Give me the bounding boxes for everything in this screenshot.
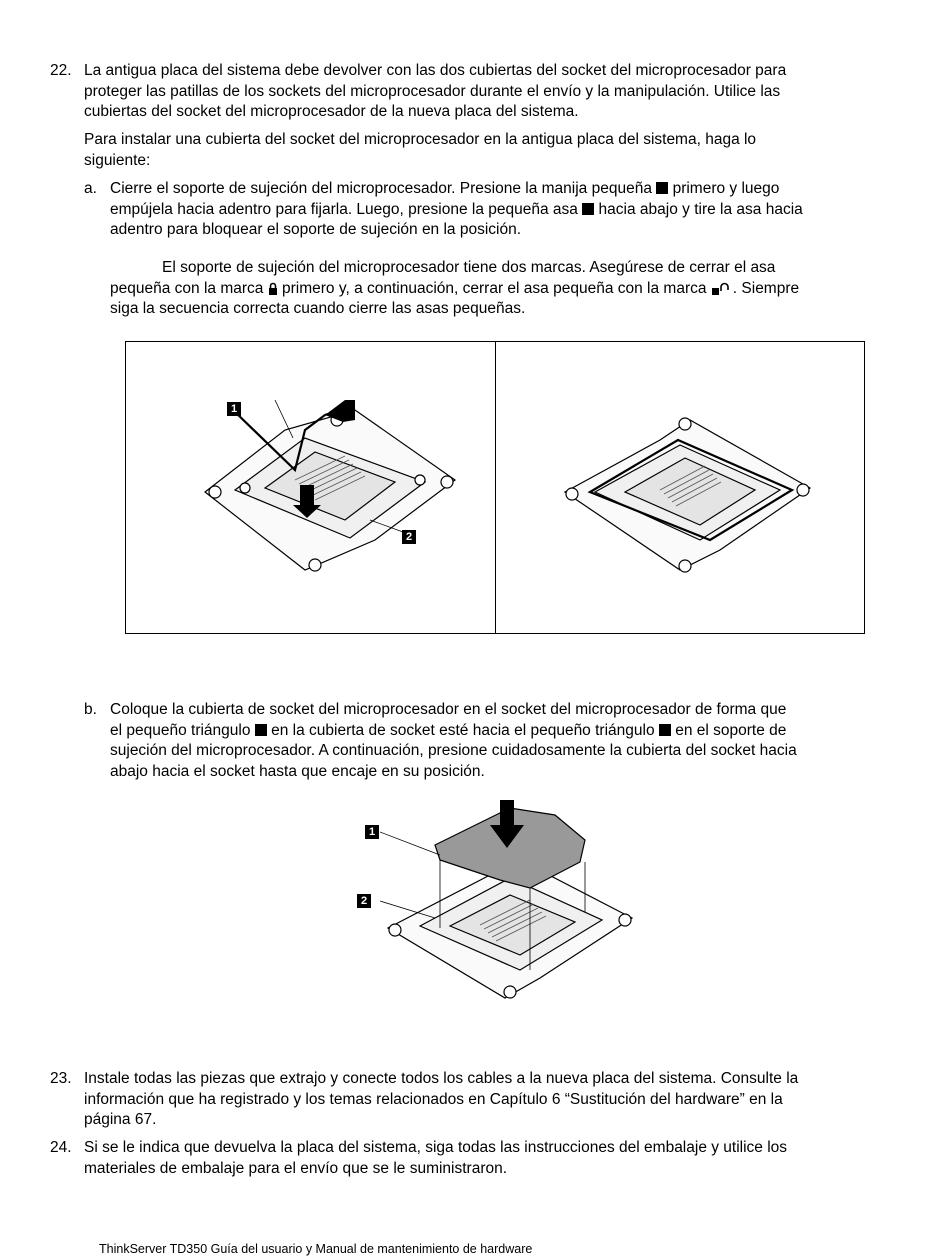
substep-a-label: a. [84, 180, 97, 197]
socket-cover-illustration [380, 800, 640, 1005]
lock-open-icon [711, 282, 733, 295]
text-line: Coloque la cubierta de socket del microprocesador en el socket del microprocesador de forma que [110, 701, 787, 718]
text-line: el pequeño triángulo en la cubierta de socket esté hacia el pequeño triángulo en el soporte de [110, 721, 787, 739]
step-23-text [84, 1069, 924, 1131]
text-line: adentro para bloquear el soporte de sujeción en la posición. [110, 221, 522, 238]
substep-a-text [110, 179, 920, 241]
text-line: información que ha registrado y los temas relacionados en Capítulo 6 “Sustitución del hardware” en la [84, 1090, 783, 1108]
step-22-text [84, 61, 924, 123]
text-line: abajo hacia el socket hasta que encaje en su posición. [110, 762, 485, 780]
figure-a-divider [495, 341, 496, 634]
step-22-intro [84, 130, 924, 171]
text-line: siguiente: [84, 151, 151, 169]
text-line: La antigua placa del sistema debe devolver con las dos cubiertas del socket del microprocesador para [84, 62, 787, 79]
page-footer: ThinkServer TD350 Guía del usuario y Manual de mantenimiento de hardware [99, 1242, 533, 1256]
text-line: Para instalar una cubierta del socket del microprocesador en la antigua placa del sistema, haga lo [84, 131, 757, 148]
text-line: materiales de embalaje para el envío que se le suministraron. [84, 1159, 508, 1177]
text-line: Si se le indica que devuelva la placa del sistema, siga todas las instrucciones del embalaje y utilice los [84, 1139, 788, 1156]
text-line: empújela hacia adentro para fijarla. Luego, presione la pequeña asa hacia abajo y tire la asa hacia [110, 200, 803, 218]
text-line: pequeña con la marca primero y, a continuación, cerrar el asa pequeña con la marca . Siempre [110, 279, 800, 297]
step-23-number: 23. [50, 1070, 72, 1087]
black-square-icon [659, 724, 671, 736]
text-line: siga la secuencia correcta cuando cierre las asas pequeñas. [110, 300, 526, 317]
substep-a-note [110, 258, 920, 320]
callout-2: 2 [402, 530, 416, 544]
text-line: El soporte de sujeción del microprocesador tiene dos marcas. Asegúrese de cerrar el asa [162, 259, 776, 276]
substep-b-label: b. [84, 701, 97, 718]
text-line: cubiertas del socket del microprocesador de la nueva placa del sistema. [84, 103, 579, 120]
callout-1: 1 [227, 402, 241, 416]
text-line: Cierre el soporte de sujeción del microprocesador. Presione la manija pequeña primero y luego [110, 180, 780, 197]
black-square-icon [582, 203, 594, 215]
step-24-text [84, 1138, 924, 1179]
black-square-icon [656, 182, 668, 194]
socket-illustration-closed [560, 410, 815, 580]
text-line: proteger las patillas de los sockets del microprocesador durante el envío y la manipulación. Utilice las [84, 82, 781, 100]
substep-b-text [110, 700, 910, 782]
callout-1: 1 [365, 825, 379, 839]
step-24-number: 24. [50, 1139, 72, 1156]
text-line: sujeción del microprocesador. A continuación, presione cuidadosamente la cubierta del socket hacia [110, 742, 797, 759]
text-line: página 67. [84, 1111, 157, 1128]
black-square-icon [255, 724, 267, 736]
callout-2: 2 [357, 894, 371, 908]
lock-closed-icon [268, 282, 278, 295]
step-22-number: 22. [50, 62, 72, 79]
text-line: Instale todas las piezas que extrajo y conecte todos los cables a la nueva placa del sistema. Consulte la [84, 1070, 799, 1087]
